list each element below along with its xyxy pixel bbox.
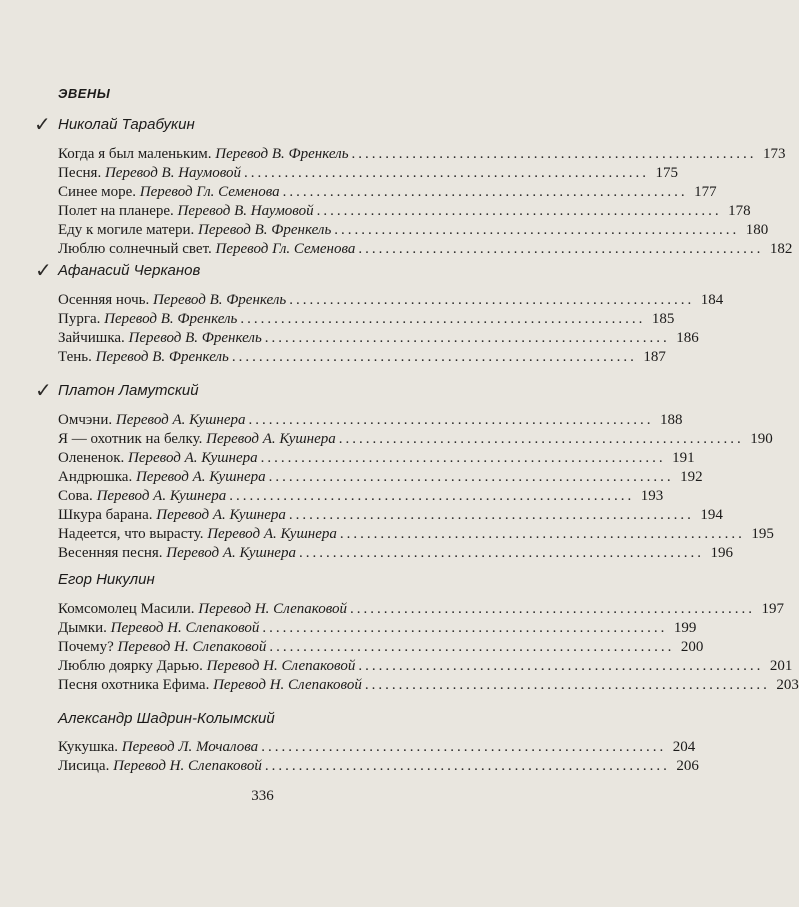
poem-title: Песня. (58, 165, 102, 181)
entry-text (58, 449, 258, 468)
entry-text (58, 506, 286, 525)
leader-dots: ............................................................ (231, 349, 637, 365)
poem-title: Олененок. (58, 450, 125, 466)
leader-dots: ............................................................ (358, 658, 764, 674)
leader-dots: ............................................................ (240, 311, 646, 327)
poem-title: Андрюшка. (58, 469, 133, 485)
translator-credit: Перевод Н. Слепаковой (110, 620, 260, 636)
entry-text (58, 291, 286, 310)
poem-title: Сова. (58, 488, 93, 504)
contents-entry (58, 202, 751, 221)
leader-dots: ............................................................ (289, 292, 695, 308)
contents-entry (58, 411, 683, 430)
poem-title: Весенняя песня. (58, 545, 163, 561)
poem-title: Пурга. (58, 311, 101, 327)
leader-dots: ............................................................ (364, 677, 770, 693)
entry-text (58, 430, 336, 449)
leader-dots: ............................................................ (288, 507, 694, 523)
poem-title: Люблю солнечный свет. (58, 241, 212, 257)
page-ref: 206 (676, 758, 699, 774)
translator-credit: Перевод А. Кушнера (206, 431, 336, 447)
leader-dots: ............................................................ (268, 469, 674, 485)
contents-entry (58, 221, 769, 240)
leader-dots: ............................................................ (298, 545, 704, 561)
entry-list (58, 411, 774, 563)
translator-credit: Перевод А. Кушнера (156, 507, 286, 523)
page-ref: 173 (763, 146, 786, 162)
translator-credit: Перевод А. Кушнера (127, 450, 258, 466)
contents-entry (58, 348, 666, 367)
entry-text (58, 329, 262, 348)
poem-title: Дымки. (58, 620, 107, 636)
contents-entry (58, 310, 675, 329)
leader-dots: ............................................................ (262, 620, 668, 636)
page-ref: 194 (700, 507, 723, 523)
section-title: ЭВЕНЫ (58, 86, 111, 101)
poem-title: Я — охотник на белку. (58, 431, 203, 447)
leader-dots: ............................................................ (339, 526, 745, 542)
leader-dots: ............................................................ (229, 488, 635, 504)
page-ref: 197 (761, 601, 785, 617)
leader-dots: ............................................................ (282, 184, 688, 200)
entry-text (58, 468, 266, 487)
contents-entry (58, 449, 695, 468)
check-mark-icon: ✓ (35, 378, 52, 402)
translator-credit: Перевод Н. Слепаковой (206, 658, 356, 674)
contents-entry (58, 329, 699, 348)
page-ref: 185 (651, 311, 675, 327)
poem-title: Надеется, что вырасту. (58, 526, 204, 542)
entry-text (58, 738, 258, 757)
contents-entry (58, 468, 703, 487)
poem-title: Люблю доярку Дарью. (58, 658, 203, 674)
contents-entry (58, 430, 773, 449)
poem-title: Зайчишка. (58, 330, 125, 346)
page-ref: 178 (728, 203, 751, 219)
contents-entry (58, 638, 704, 657)
poem-title: Песня охотника Ефима. (58, 677, 210, 693)
leader-dots: ............................................................ (260, 450, 666, 466)
page-ref: 193 (640, 488, 664, 504)
entry-list (58, 145, 793, 259)
page-ref: 192 (680, 469, 703, 485)
entry-text (58, 310, 237, 329)
leader-dots: ............................................................ (264, 330, 670, 346)
entry-text (58, 600, 347, 619)
page-ref: 195 (751, 526, 774, 542)
translator-credit: Перевод А. Кушнера (166, 545, 296, 561)
translator-credit: Перевод А. Кушнера (135, 469, 266, 485)
entry-text (58, 676, 362, 695)
translator-credit: Перевод Гл. Семенова (139, 184, 280, 200)
poem-title: Синее море. (58, 184, 137, 200)
page-ref: 204 (672, 739, 696, 755)
contents-entry (58, 757, 699, 776)
contents-entry (58, 657, 793, 676)
poem-title: Почему? (58, 639, 114, 655)
contents-entry (58, 487, 664, 506)
leader-dots: ............................................................ (261, 739, 667, 755)
contents-entry (58, 164, 679, 183)
translator-credit: Перевод Н. Слепаковой (113, 758, 262, 774)
poem-title: Осенняя ночь. (58, 292, 150, 308)
entry-list (58, 291, 724, 367)
contents-entry (58, 600, 785, 619)
leader-dots: ............................................................ (244, 165, 650, 181)
translator-credit: Перевод В. Френкель (104, 311, 238, 327)
translator-credit: Перевод Н. Слепаковой (213, 677, 362, 693)
entry-text (58, 619, 259, 638)
contents-entry (58, 738, 696, 757)
translator-credit: Перевод Гл. Семенова (215, 241, 356, 257)
entry-text (58, 348, 229, 367)
poem-title: Кукушка. (58, 739, 118, 755)
entry-text (58, 757, 262, 776)
entry-text (58, 221, 331, 240)
poem-title: Тень. (58, 349, 92, 365)
entry-text (58, 240, 355, 259)
leader-dots: ............................................................ (264, 758, 670, 774)
page-ref: 200 (680, 639, 704, 655)
contents-entry (58, 506, 723, 525)
poem-title: Омчэни. (58, 412, 113, 428)
page-number: 336 (251, 788, 274, 804)
poem-title: Шкура барана. (58, 507, 153, 523)
page-ref: 196 (710, 545, 733, 561)
entry-text (58, 544, 296, 563)
translator-credit: Перевод Л. Мочалова (121, 739, 259, 755)
author-name: Платон Ламутский (58, 382, 199, 399)
contents-entry (58, 525, 774, 544)
leader-dots: ............................................................ (350, 601, 756, 617)
translator-credit: Перевод Н. Слепаковой (117, 639, 267, 655)
page-ref: 187 (643, 349, 666, 365)
translator-credit: Перевод В. Френкель (215, 146, 349, 162)
page-ref: 191 (672, 450, 695, 466)
contents-entry (58, 183, 717, 202)
contents-entry (58, 145, 786, 164)
author-name: Александр Шадрин-Колымский (58, 710, 275, 727)
contents-entry (58, 240, 793, 259)
poem-title: Лисица. (58, 758, 110, 774)
poem-title: Комсомолец Масили. (58, 601, 195, 617)
page-ref: 175 (655, 165, 679, 181)
entry-text (58, 657, 355, 676)
contents-entry (58, 676, 799, 695)
page-ref: 186 (676, 330, 699, 346)
entry-text (58, 202, 314, 221)
leader-dots: ............................................................ (316, 203, 722, 219)
page-ref: 188 (660, 412, 683, 428)
translator-credit: Перевод В. Френкель (128, 330, 262, 346)
translator-credit: Перевод В. Френкель (198, 222, 332, 238)
author-name: Николай Тарабукин (58, 116, 195, 133)
page-ref: 199 (673, 620, 697, 636)
contents-entry (58, 619, 697, 638)
page-ref: 184 (700, 292, 724, 308)
translator-credit: Перевод В. Френкель (152, 292, 287, 308)
entry-text (58, 145, 349, 164)
leader-dots: ............................................................ (338, 431, 744, 447)
translator-credit: Перевод Н. Слепаковой (198, 601, 348, 617)
translator-credit: Перевод А. Кушнера (207, 526, 337, 542)
author-name: Афанасий Черканов (58, 262, 201, 279)
leader-dots: ............................................................ (334, 222, 740, 238)
page-ref: 203 (776, 677, 799, 693)
page-ref: 180 (745, 222, 769, 238)
poem-title: Еду к могиле матери. (58, 222, 195, 238)
entry-list (58, 738, 699, 776)
page-ref: 182 (769, 241, 793, 257)
translator-credit: Перевод В. Наумовой (104, 165, 242, 181)
leader-dots: ............................................................ (248, 412, 654, 428)
poem-title: Полет на планере. (58, 203, 174, 219)
author-name: Егор Никулин (58, 571, 155, 588)
translator-credit: Перевод А. Кушнера (115, 412, 246, 428)
check-mark-icon: ✓ (34, 112, 51, 136)
page-ref: 177 (694, 184, 717, 200)
contents-entry (58, 291, 724, 310)
entry-text (58, 411, 246, 430)
contents-entry (58, 544, 733, 563)
page-ref: 201 (769, 658, 793, 674)
entry-text (58, 525, 337, 544)
entry-text (58, 183, 280, 202)
translator-credit: Перевод А. Кушнера (96, 488, 227, 504)
entry-text (58, 638, 266, 657)
entry-text (58, 487, 226, 506)
leader-dots: ............................................................ (269, 639, 675, 655)
leader-dots: ............................................................ (351, 146, 757, 162)
leader-dots: ............................................................ (358, 241, 764, 257)
check-mark-icon: ✓ (35, 258, 52, 282)
translator-credit: Перевод В. Френкель (95, 349, 229, 365)
entry-list (58, 600, 799, 695)
poem-title: Когда я был маленьким. (58, 146, 212, 162)
entry-text (58, 164, 241, 183)
page-ref: 190 (750, 431, 773, 447)
translator-credit: Перевод В. Наумовой (177, 203, 314, 219)
